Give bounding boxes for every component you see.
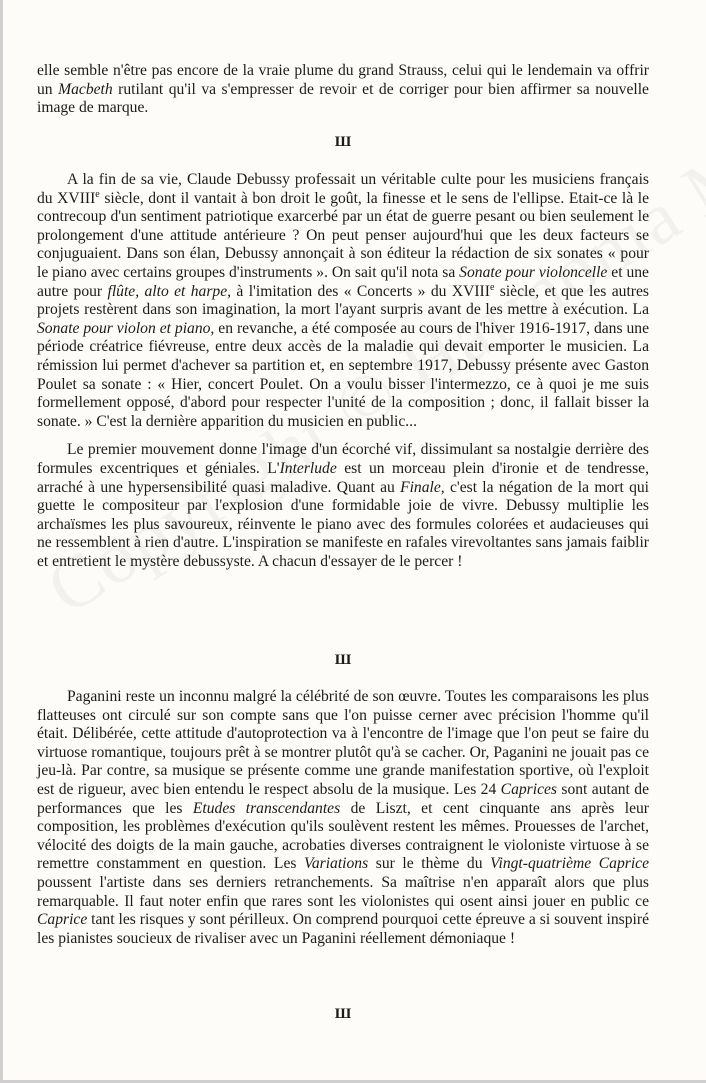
text-column — [37, 62, 649, 118]
ornament-2: Ш — [334, 652, 352, 668]
ornament-1: Ш — [334, 134, 352, 150]
text-column-paganini — [37, 688, 649, 948]
paragraph-paganini: Paganini reste un inconnu malgré la célébrité de son œuvre. Toutes les comparaisons les plus flatteuses ont circulé sur son compte sans que l'on puisse cerner avec précision l'homme qu'il était. Délibérée, cette attitude d'autoprotection va à l'encontre de l'image que l'on peut se faire du virtuose romantique, toujours prêt à se montrer plutôt qu'à se cacher. Or, Paganini ne jouait pas ce jeu-là. Par contre, sa musique se présente comme une grande manifestation sportive, où l'exploit est de rigueur, avec bien entendu le respect absolu de la musique. Les 24 Caprices sont autant de performances que les Etudes transcendantes de Liszt, et cent cinquante ans après leur composition, les problèmes d'exécution qu'ils soulèvent restent les mêmes. Prouesses de l'archet, vélocité des doigts de la main gauche, acrobaties diverses contraignent le violoniste virtuose à se remettre constamment en question. Les Variations sur le thème du Vingt-quatrième Caprice poussent l'artiste dans ses derniers retranchements. Sa maîtrise n'en apparaît alors que plus remarquable. Il faut noter enfin que rares sont les violonistes qui osent ainsi jouer en public ce Caprice tant les risques y sont périlleux. On comprend pourquoi cette épreuve a si souvent inspiré les pianistes soucieux de rivaliser avec un Paganini réellement démoniaque ! — [37, 688, 650, 947]
paragraph-strauss: elle semble n'être pas encore de la vraie plume du grand Strauss, celui qui le lendemain va offrir un Macbeth rutilant qu'il va s'empresser de revoir et de corriger pour bien affirmer sa nouvelle image de marque. — [37, 62, 649, 117]
paragraph-debussy-2: Le premier mouvement donne l'image d'un écorché vif, dissimulant sa nostalgie derrière des formules excentriques et géniales. L'Interlude est un morceau plein d'ironie et de tendresse, arraché à une hypersensibilité quasi maladive. Quant au Finale, c'est la négation de la mort qui guette le compositeur par l'explosion d'une formidable joie de vivre. Debussy multiplie les archaïsmes les plus savoureux, réinvente le piano avec des formules colorées et audacieuses qui ne ressemblent à rien d'autre. L'inspiration se manifeste en rafales virevoltantes sans jamais faiblir et entretient le mystère debussyste. A chacun d'essayer de le percer ! — [37, 441, 649, 570]
text-column-debussy — [37, 171, 649, 571]
ornament-3: Ш — [334, 1006, 352, 1022]
paragraph-debussy-1: A la fin de sa vie, Claude Debussy professait un véritable culte pour les musiciens français du XVIIIe siècle, dont il vantait à bon droit le goût, la finesse et le sens de l'ellipse. Etait-ce là le contrecoup d'un sentiment patriotique exarcerbé par un état de guerre pesant ou bien seulement le prolongement d'une attitude antérieure ? On peut penser aujourd'hui que les deux facteurs se conjuguaient. Dans son élan, Debussy annonçait à son éditeur la rédaction de six sonates « pour le piano avec certains groupes d'instruments ». On sait qu'il nota sa Sonate pour violoncelle et une autre pour flûte, alto et harpe, à l'imitation des « Concerts » du XVIIIe siècle, et que les autres projets restèrent dans son imagination, la mort l'ayant surpris avant de les mettre à exécution. La Sonate pour violon et piano, en revanche, a été composée au cours de l'hiver 1916-1917, dans une période créatrice fiévreuse, entre deux accès de la maladie qui devait emporter le musicien. La rémission lui permet d'achever sa partition et, en septembre 1917, Debussy présente avec Gaston Poulet sa sonate : « Hier, concert Poulet. On a voulu bisser l'intermezzo, ce à quoi je me suis formellement opposé, d'abord pour respecter l'unité de la composition ; donc, il fallait bisser la sonate. » C'est la dernière apparition du musicien en public... — [37, 171, 650, 430]
